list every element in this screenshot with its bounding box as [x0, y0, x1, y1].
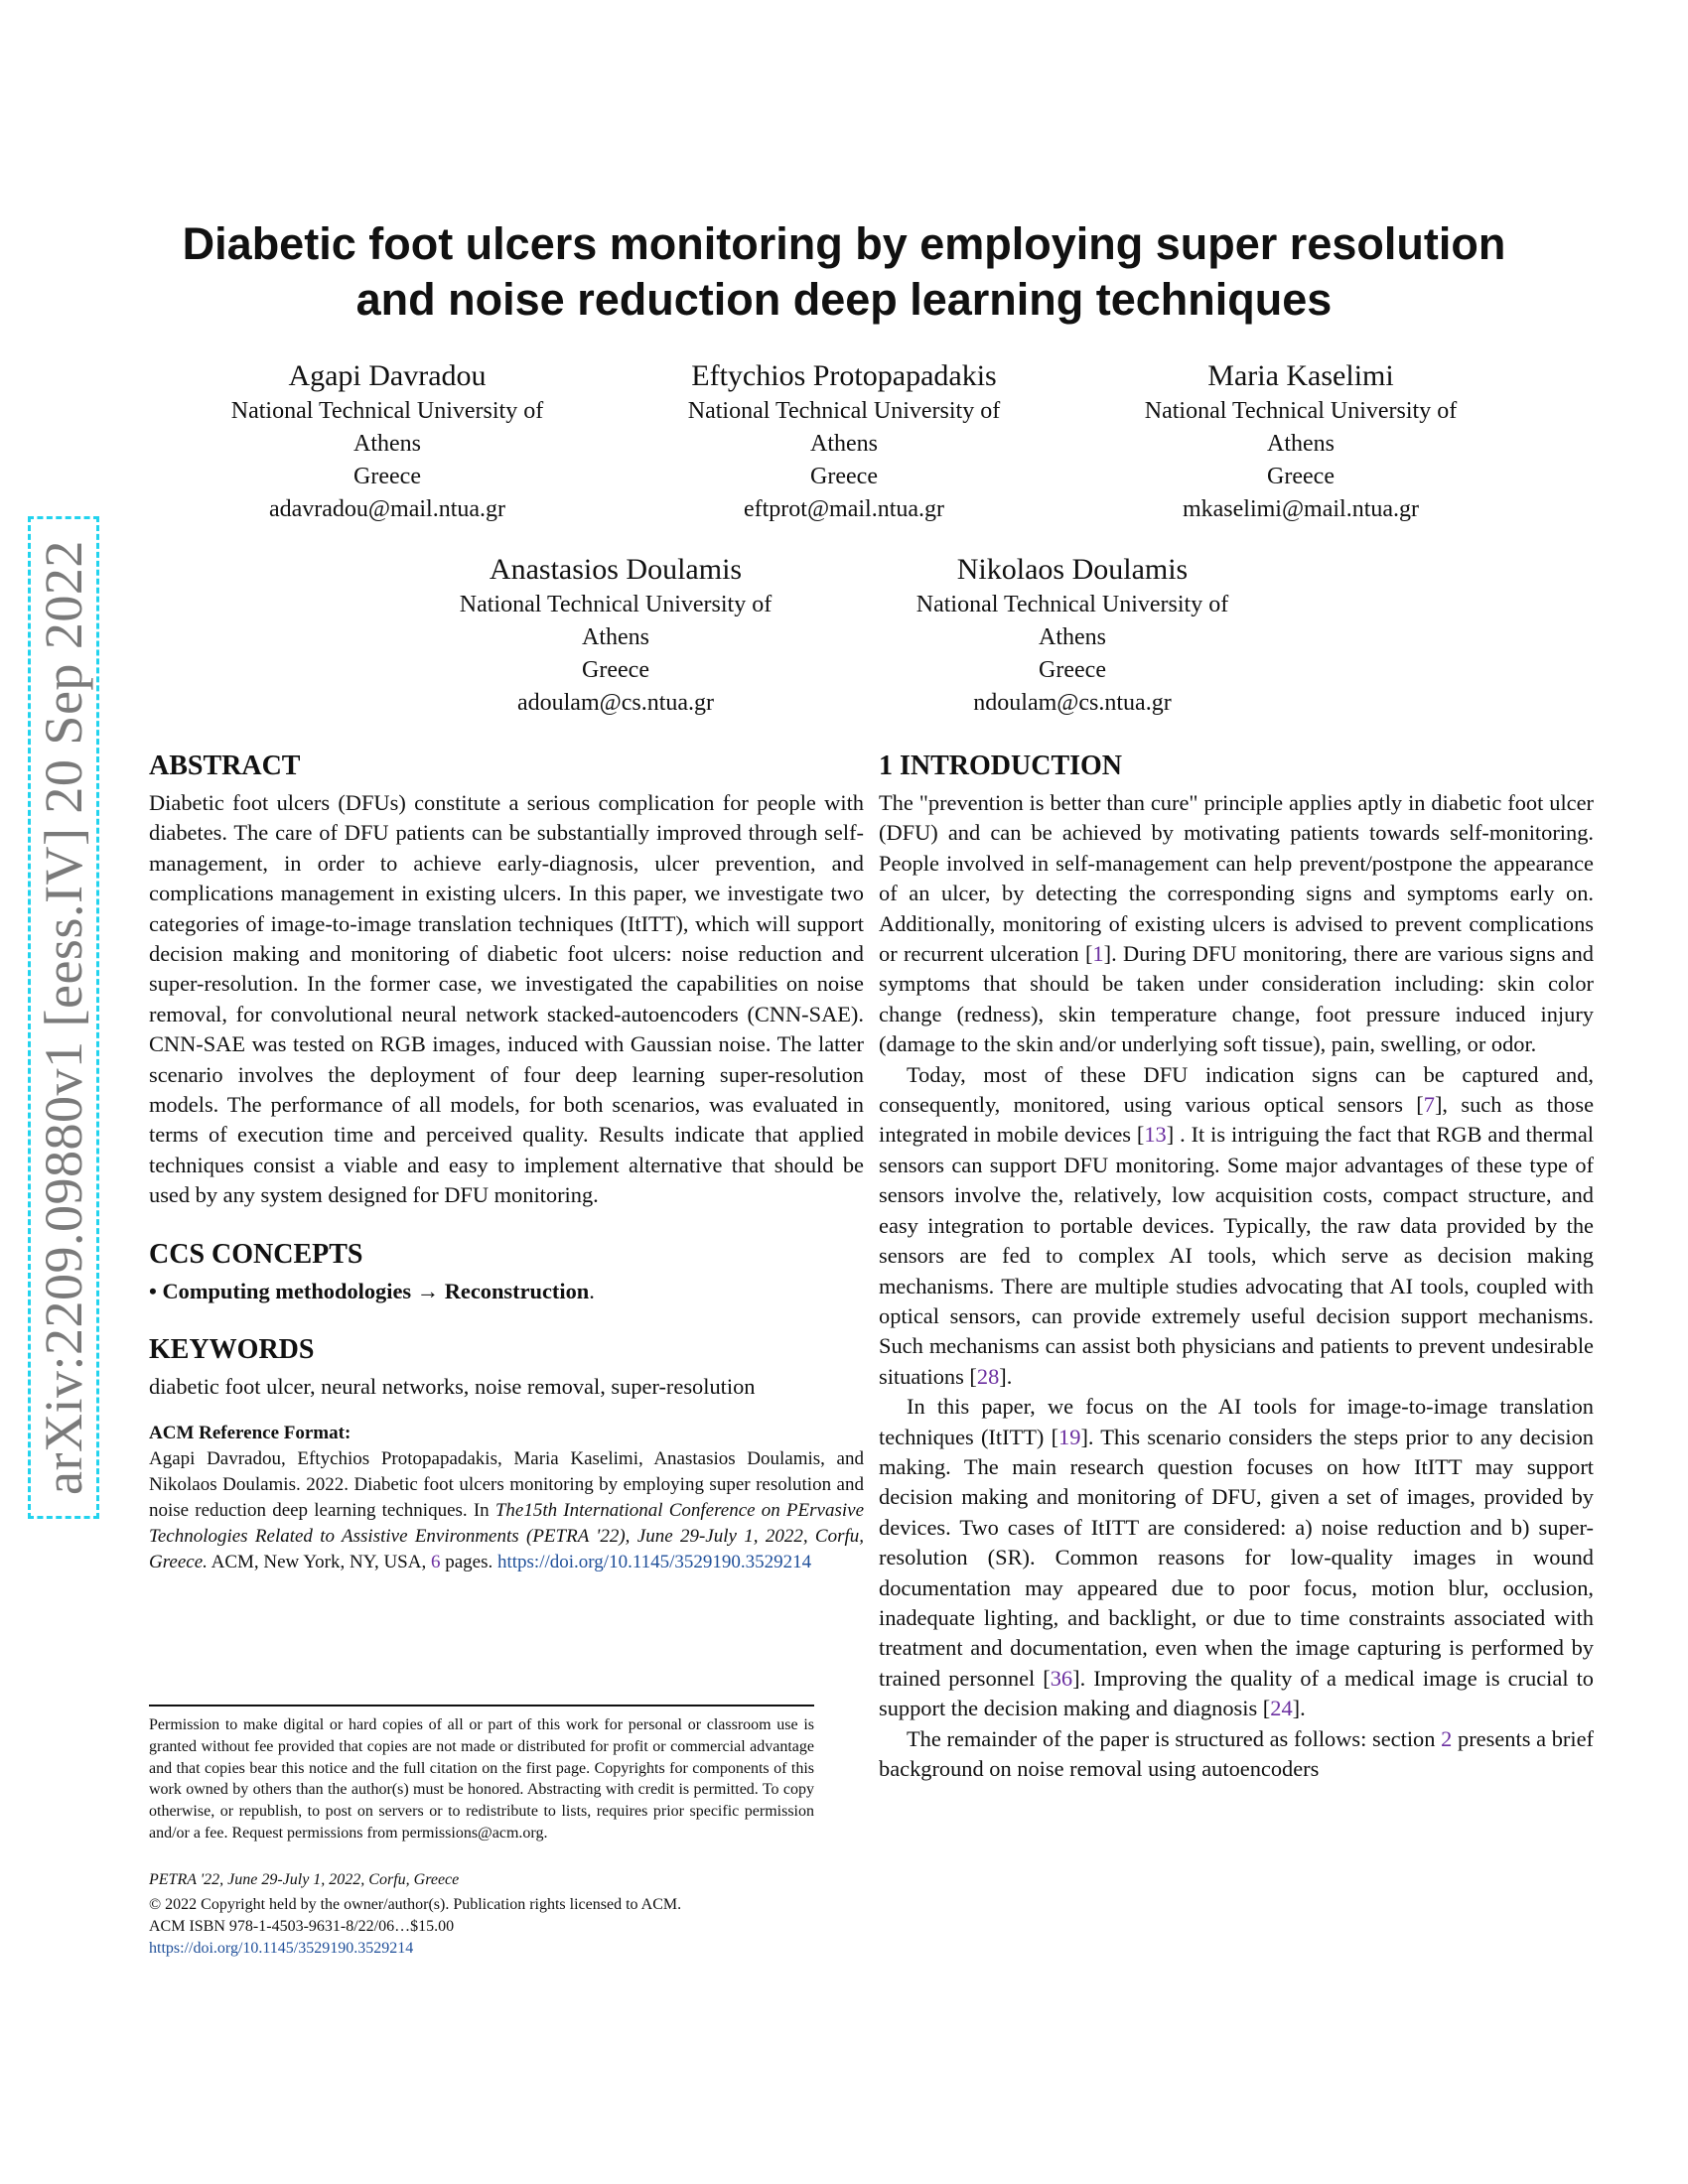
- citation-link[interactable]: 7: [1423, 1092, 1435, 1118]
- acm-ref-pages[interactable]: 6: [430, 1551, 441, 1572]
- citation-link[interactable]: 19: [1058, 1424, 1081, 1449]
- intro-heading: 1 INTRODUCTION: [879, 751, 1123, 781]
- abstract-heading: ABSTRACT: [149, 751, 301, 781]
- author-email[interactable]: adavradou@mail.ntua.gr: [268, 496, 506, 522]
- ccs-end: .: [589, 1278, 595, 1303]
- paper-title: [139, 216, 1549, 328]
- author-email[interactable]: adoulam@cs.ntua.gr: [516, 690, 715, 716]
- intro-paragraph: In this paper, we focus on the AI tools for image-to-image translation techniques (ItITT) [19]. This scenario considers the steps prior to any decision making. The main research question focuses on how ItITT may support decision making and monitoring of DFU, given a set of images, provided by devices. Two cases of ItITT are considered: a) noise reduction and b) super-resolution (SR). Common reasons for low-quality images in wound documentation may appeared due to poor focus, motion blur, occlusion, inadequate lighting, and backlight, or due to time constraints associated with treatment and documentation, even when the image capturing is performed by trained personnel [36]. Improving the quality of a medical image is crucial to support the decision making and diagnosis [24].: [879, 1394, 1594, 1721]
- acm-ref-doi-link[interactable]: https://doi.org/10.1145/3529190.3529214: [496, 1551, 812, 1572]
- intro-paragraph: The "prevention is better than cure" principle applies aptly in diabetic foot ulcer (DFU) and can be achieved by motivating patients towards self-monitoring. People involved in self-management can help prevent/postpone the appearance of an ulcer, by detecting the corresponding signs and symptoms early on. Additionally, monitoring of existing ulcers is advised to prevent complications or recurrent ulceration [1]. During DFU monitoring, there are various signs and symptoms that should be taken under consideration including: skin color change (redness), skin temperature change, foot pressure induced injury (damage to the skin and/or underlying soft tissue), pain, swelling, or odor.: [879, 790, 1594, 1057]
- title-line-1: Diabetic foot ulcers monitoring by employing super resolution: [182, 218, 1506, 269]
- isbn-line: ACM ISBN 978-1-4503-9631-8/22/06…$15.00: [149, 1918, 455, 1935]
- author-email[interactable]: mkaselimi@mail.ntua.gr: [1182, 496, 1420, 522]
- ccs-sub: Reconstruction: [444, 1278, 590, 1303]
- author-affiliation: Athens: [810, 431, 878, 457]
- left-column: [149, 747, 864, 1575]
- author-affiliation: National Technical University of: [230, 398, 544, 424]
- footer-doi-link[interactable]: https://doi.org/10.1145/3529190.3529214: [149, 1940, 414, 1957]
- author-block: [189, 357, 586, 526]
- author-block: [874, 551, 1271, 720]
- right-column: [879, 747, 1594, 1784]
- author-name: Agapi Davradou: [288, 359, 487, 392]
- author-block: [1102, 357, 1499, 526]
- author-affiliation: Athens: [1267, 431, 1335, 457]
- author-name: Anastasios Doulamis: [489, 553, 743, 586]
- abstract-text: Diabetic foot ulcers (DFUs) constitute a serious complication for people with diabetes. The care of DFU patients can be substantially improved through self-management, in order to achieve early-diagnosis, ulcer prevention, and complications management in existing ulcers. In this paper, we investigate two categories of image-to-image translation techniques (ItITT), which will support decision making and monitoring of diabetic foot ulcers: noise reduction and super-resolution. In the former case, we investigated the capabilities on noise removal, for convolutional neural network stacked-autoencoders (CNN-SAE). CNN-SAE was tested on RGB images, induced with Gaussian noise. The latter scenario involves the deployment of four deep learning super-resolution models. The performance of all models, for both scenarios, was evaluated in terms of execution time and perceived quality. Results indicate that applied techniques consist a viable and easy to implement alternative that should be used by any system designed for DFU monitoring.: [149, 790, 864, 1208]
- author-affiliation: National Technical University of: [459, 592, 773, 617]
- intro-paragraph: The remainder of the paper is structured as follows: section 2 presents a brief background on noise removal using autoencoders: [879, 1725, 1594, 1781]
- citation-link[interactable]: 36: [1050, 1665, 1073, 1691]
- ccs-concept: Computing methodologies: [162, 1278, 412, 1303]
- author-block: [417, 551, 814, 720]
- acm-ref-heading: ACM Reference Format:: [149, 1422, 352, 1443]
- section-link[interactable]: 2: [1441, 1725, 1453, 1751]
- intro-paragraph: Today, most of these DFU indication signs can be captured and, consequently, monitored, using various optical sensors [7], such as those integrated in mobile devices [13] . It is intriguing the fact that RGB and thermal sensors can support DFU monitoring. Some major advantages of these type of sensors involve the, relatively, low acquisition costs, compact structure, and easy integration to portable devices. Typically, the raw data provided by the sensors are fed to complex AI tools, which serve as decision making mechanisms. There are multiple studies advocating that AI tools, coupled with optical sensors, can provide extremely useful decision support mechanisms. Such mechanisms can assist both physicians and patients to prevent undesirable situations [28].: [879, 1061, 1595, 1389]
- citation-link[interactable]: 24: [1270, 1696, 1293, 1721]
- author-block: [645, 357, 1043, 526]
- acm-ref-part3: pages.: [440, 1551, 497, 1572]
- permission-notice: Permission to make digital or hard copies of all or part of this work for personal or classroom use is granted without fee provided that copies are not made or distributed for profit or commercial advantage and that copies bear this notice and the full citation on the first page. Copyrights for components of this work owned by others than the author(s) must be honored. Abstracting with credit is permitted. To copy otherwise, or republish, to post on servers or to redistribute to lists, requires prior specific permission and/or a fee. Request permissions from permissions@acm.org.: [149, 1716, 814, 1842]
- author-affiliation: National Technical University of: [1144, 398, 1458, 424]
- keywords-heading: KEYWORDS: [149, 1334, 315, 1366]
- author-country: Greece: [1039, 657, 1106, 683]
- author-country: Greece: [353, 464, 421, 489]
- citation-link[interactable]: 13: [1144, 1122, 1167, 1148]
- author-affiliation: National Technical University of: [687, 398, 1001, 424]
- acm-ref-part2: ACM, New York, NY, USA,: [207, 1551, 431, 1572]
- citation-link[interactable]: 1: [1092, 941, 1104, 967]
- author-email[interactable]: eftprot@mail.ntua.gr: [743, 496, 945, 522]
- ccs-heading: CCS CONCEPTS: [149, 1238, 363, 1270]
- author-name: Nikolaos Doulamis: [956, 553, 1189, 586]
- author-email[interactable]: ndoulam@cs.ntua.gr: [973, 690, 1172, 716]
- ccs-arrow: →: [416, 1278, 440, 1303]
- acm-ref-part1: Agapi Davradou, Eftychios Protopapadakis, Maria Kaselimi, Anastasios Doulamis, and Nikolaos Doulamis. 2022. Diabetic foot ulcers monitoring by employing super resolution and noise reduction deep learning techniques. In: [149, 1447, 864, 1521]
- author-affiliation: National Technical University of: [915, 592, 1229, 617]
- author-name: Maria Kaselimi: [1207, 359, 1394, 392]
- acm-ref-text: [149, 1446, 864, 1575]
- arxiv-stamp: [28, 516, 99, 1519]
- conference-line: PETRA '22, June 29-July 1, 2022, Corfu, Greece: [149, 1871, 460, 1888]
- acm-ref-venue: The15th International Conference on PErvasive Technologies Related to Assistive Environments (PETRA '22), June 29-July 1, 2022, Corfu, Greece.: [149, 1499, 865, 1572]
- author-country: Greece: [1267, 464, 1335, 489]
- ccs-bullet: •: [149, 1278, 157, 1303]
- arxiv-id: arXiv:2209.09880v1 [eess.IV] 20 Sep 2022: [34, 540, 93, 1495]
- author-country: Greece: [582, 657, 649, 683]
- author-affiliation: Athens: [353, 431, 421, 457]
- title-line-2: and noise reduction deep learning techniques: [355, 274, 1333, 325]
- author-name: Eftychios Protopapadakis: [691, 359, 997, 392]
- author-affiliation: Athens: [1039, 624, 1106, 650]
- author-affiliation: Athens: [582, 624, 649, 650]
- footnote-rule: [149, 1705, 814, 1706]
- author-country: Greece: [810, 464, 878, 489]
- citation-link[interactable]: 28: [976, 1363, 1000, 1389]
- copyright-line: © 2022 Copyright held by the owner/author(s). Publication rights licensed to ACM.: [149, 1896, 682, 1913]
- keywords-text: diabetic foot ulcer, neural networks, noise removal, super-resolution: [149, 1374, 756, 1400]
- ccs-concepts: [149, 1277, 864, 1306]
